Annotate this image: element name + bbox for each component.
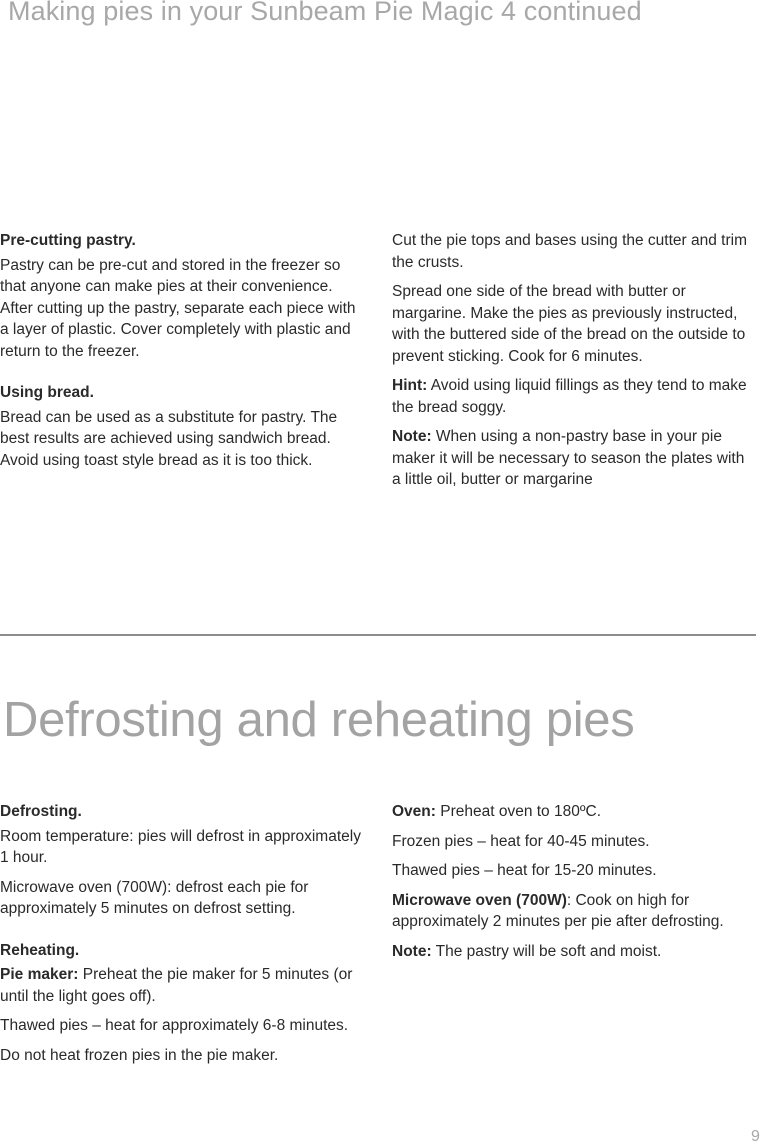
spread-text: Spread one side of the bread with butter or margarine. Make the pies as previously instructed, with the buttered side of the bread on the outside to prevent sticking. Cook for 6 minutes. xyxy=(392,283,746,365)
no-frozen-text: Do not heat frozen pies in the pie maker. xyxy=(0,1046,279,1064)
thawed-oven-text: Thawed pies – heat for 15-20 minutes. xyxy=(392,862,657,879)
pie-making-right-column xyxy=(392,230,748,499)
note-label: Note: xyxy=(392,428,432,445)
precut-heading: Pre-cutting pastry. xyxy=(0,232,136,249)
note-paragraph xyxy=(392,426,748,491)
hint-label: Hint: xyxy=(392,377,428,394)
hint-text: Avoid using liquid fillings as they tend to make the bread soggy. xyxy=(392,377,747,416)
pie-maker-text: Preheat the pie maker for 5 minutes (or until the light goes off). xyxy=(0,966,353,1005)
defrost-right-column xyxy=(392,801,748,970)
section-divider xyxy=(0,634,756,636)
microwave-label: Microwave oven (700W) xyxy=(392,891,567,909)
reheat-heading: Reheating. xyxy=(0,941,80,959)
microwave-text: : Cook on high for approximately 2 minutes per pie after defrosting. xyxy=(392,891,724,930)
oven-label: Oven: xyxy=(392,803,436,820)
note-text: When using a non-pastry base in your pie maker it will be necessary to season the plates with a little oil, butter or margarine xyxy=(392,428,745,488)
thawed-pie-maker-text: Thawed pies – heat for approximately 6-8 minutes. xyxy=(0,1017,349,1034)
defrost-left-column xyxy=(0,801,362,1074)
frozen-oven-text: Frozen pies – heat for 40-45 minutes. xyxy=(392,832,650,850)
hint-paragraph xyxy=(392,375,748,418)
page-title: Making pies in your Sunbeam Pie Magic 4 continued xyxy=(8,0,642,26)
microwave-paragraph xyxy=(392,890,748,933)
microwave-defrost-text: Microwave oven (700W): defrost each pie for approximately 5 minutes on defrost setting. xyxy=(0,878,309,917)
oven-paragraph xyxy=(392,801,748,823)
cut-text: Cut the pie tops and bases using the cutter and trim the crusts. xyxy=(392,232,747,271)
precut-text: Pastry can be pre-cut and stored in the freezer so that anyone can make pies at their convenience. After cutting up the pastry, separate each piece with a layer of plastic. Cover completely with plastic and return to the freezer. xyxy=(0,256,356,360)
pastry-note-label: Note: xyxy=(392,942,432,960)
bread-text: Bread can be used as a substitute for pastry. The best results are achieved using sandwich bread. Avoid using toast style bread as it is too thick. xyxy=(0,408,338,469)
pie-maker-paragraph xyxy=(0,964,362,1007)
page-number: 9 xyxy=(751,1128,760,1145)
oven-text: Preheat oven to 180ºC. xyxy=(435,803,602,820)
pie-making-left-column xyxy=(0,230,362,479)
defrost-heading: Defrosting. xyxy=(0,803,82,820)
pastry-note-text: The pastry will be soft and moist. xyxy=(431,942,662,960)
room-temp-text: Room temperature: pies will defrost in approximately 1 hour. xyxy=(0,827,361,866)
pie-maker-label: Pie maker: xyxy=(0,966,79,983)
bread-heading: Using bread. xyxy=(0,384,94,401)
defrost-section-title: Defrosting and reheating pies xyxy=(3,693,635,747)
pastry-note-paragraph xyxy=(392,941,748,963)
